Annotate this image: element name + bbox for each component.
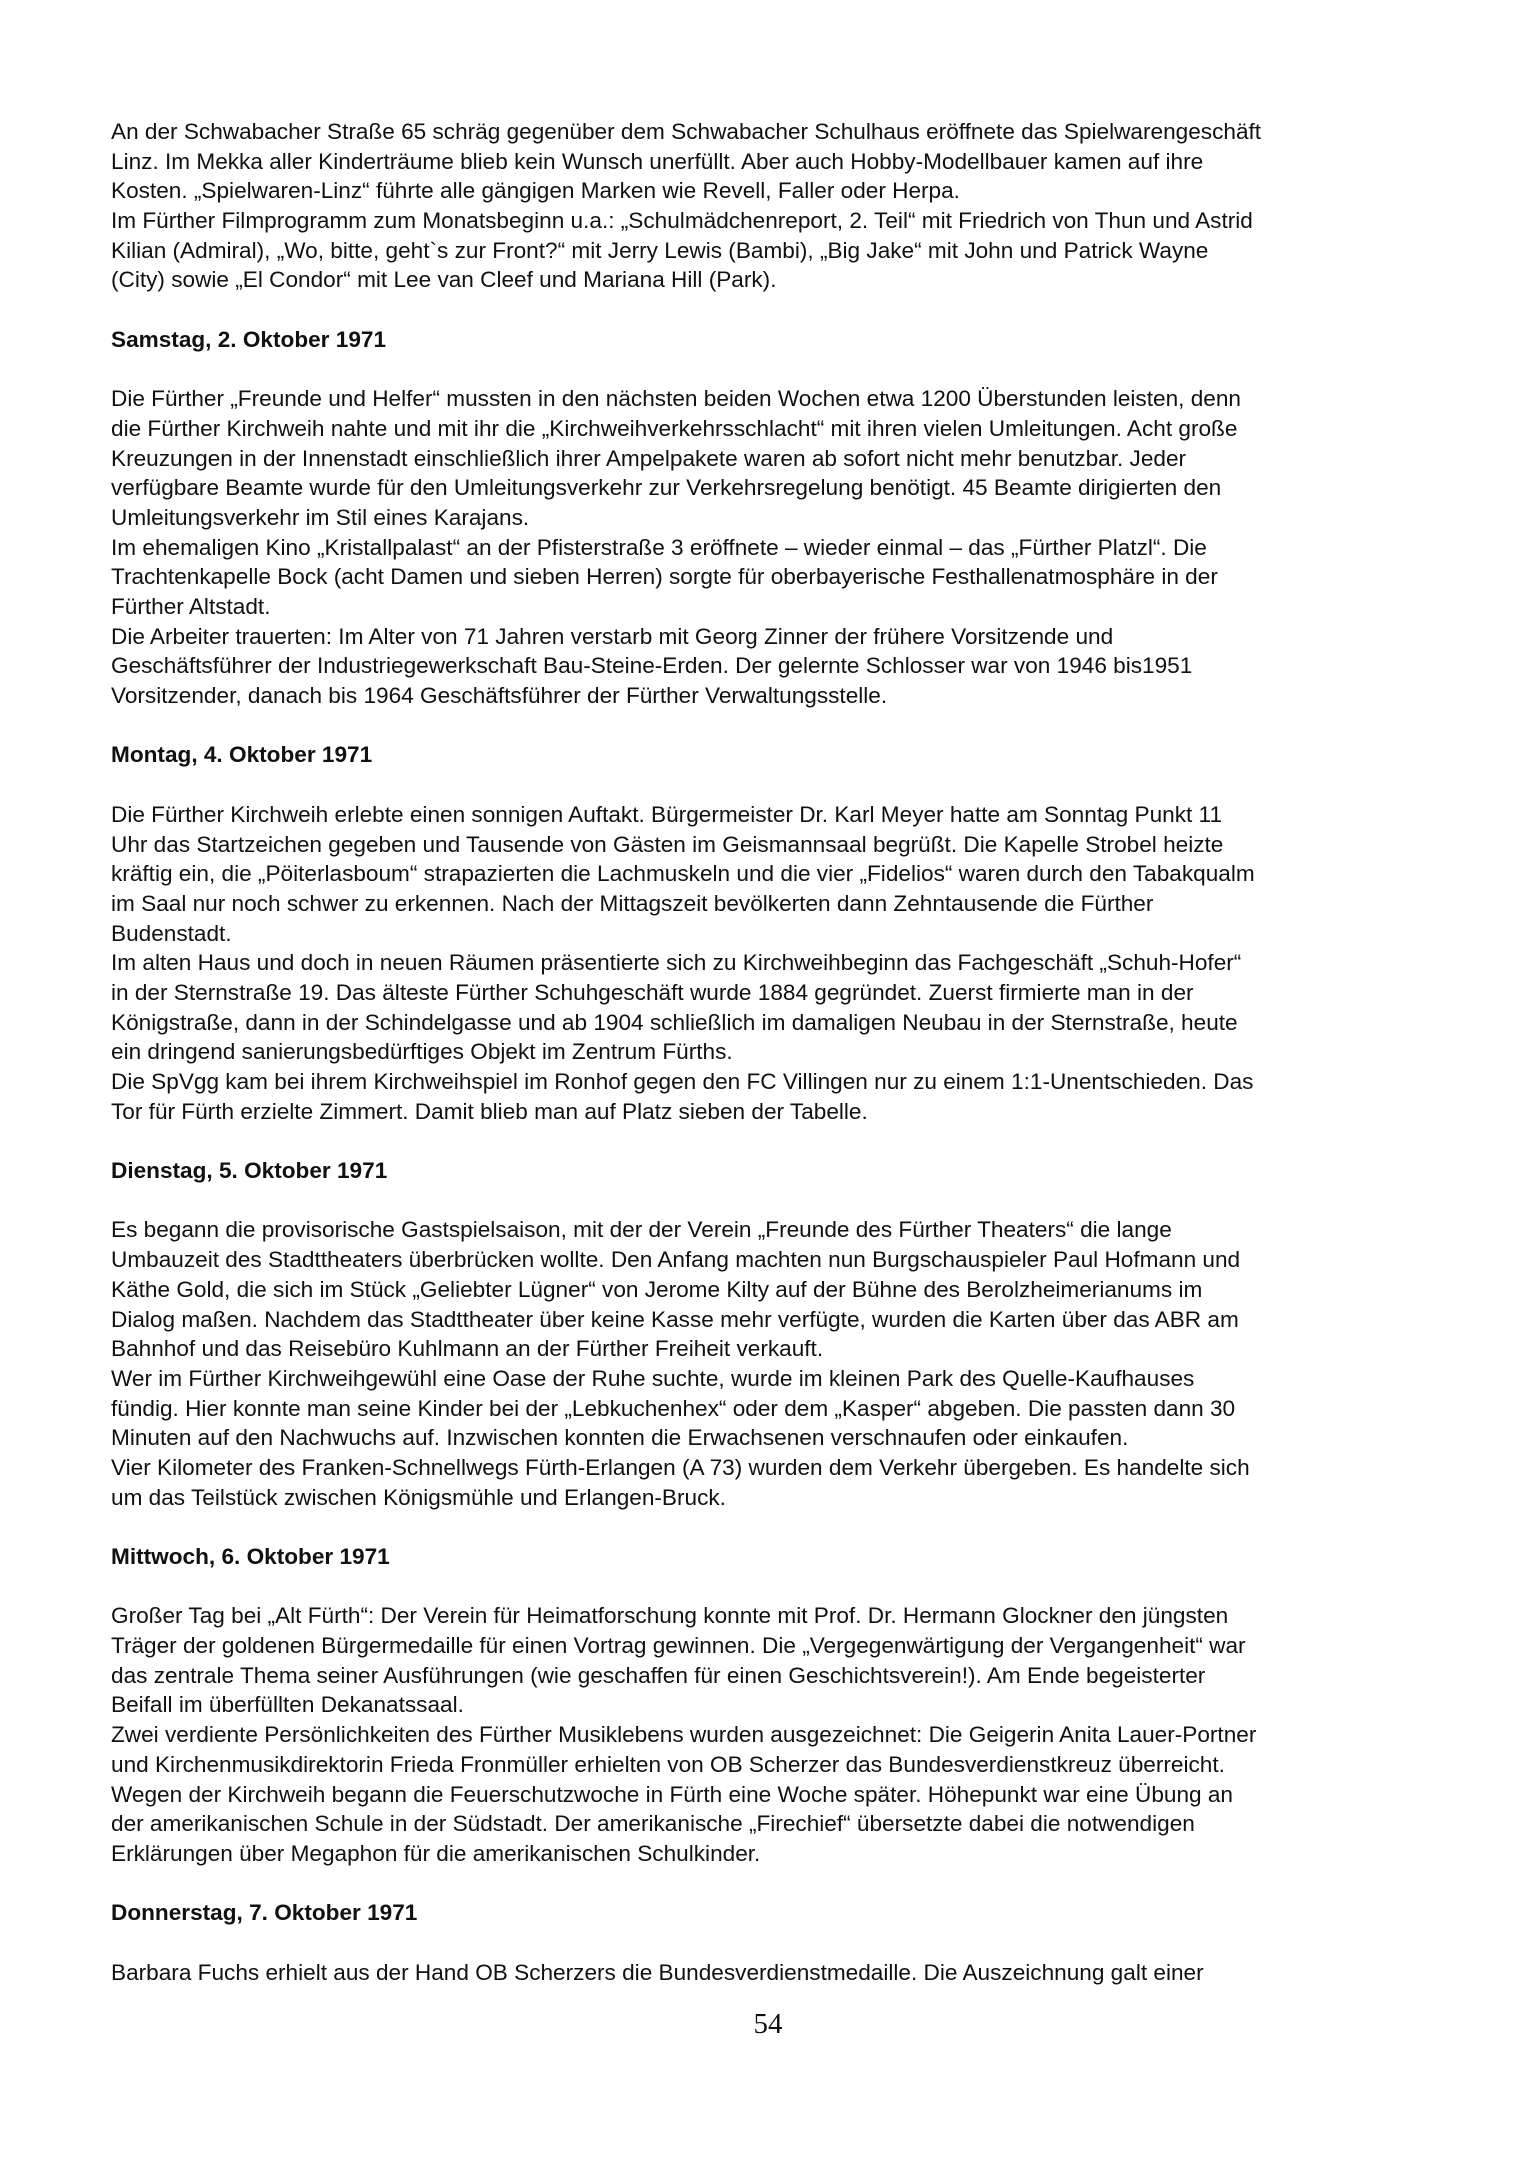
- paragraph: [111, 1780, 1431, 1869]
- paragraph: [111, 1067, 1431, 1126]
- paragraph: [111, 384, 1431, 532]
- text-line: der amerikanischen Schule in der Südstadt. Der amerikanische „Firechief“ übersetzte dabei die notwendigen: [111, 1811, 1195, 1837]
- text-line: Erklärungen über Megaphon für die amerikanischen Schulkinder.: [111, 1840, 761, 1866]
- paragraph: [111, 533, 1431, 622]
- paragraph-filmprogramm: [111, 206, 1431, 295]
- text-line: ein dringend sanierungsbedürftiges Objekt im Zentrum Fürths.: [111, 1039, 733, 1065]
- spacer: [111, 711, 1431, 741]
- text-line: Träger der goldenen Bürgermedaille für einen Vortrag gewinnen. Die „Vergegenwärtigung der Vergangenheit“ war: [111, 1633, 1246, 1659]
- section-heading: Samstag, 2. Oktober 1971: [111, 326, 387, 352]
- spacer: [111, 770, 1431, 800]
- text-line: kräftig ein, die „Pöiterlasboum“ strapazierten die Lachmuskeln und die vier „Fidelios“ waren durch den Tabakqualm: [111, 861, 1255, 887]
- text-line: Im Fürther Filmprogramm zum Monatsbeginn u.a.: „Schulmädchenreport, 2. Teil“ mit Friedrich von Thun und Astrid: [111, 208, 1253, 234]
- intro-section: [111, 117, 1431, 295]
- text-line: Geschäftsführer der Industriegewerkschaft Bau-Steine-Erden. Der gelernte Schlosser war von 1946 bis1951: [111, 653, 1193, 679]
- section-heading: Mittwoch, 6. Oktober 1971: [111, 1544, 390, 1569]
- text-line: Kosten. „Spielwaren-Linz“ führte alle gängigen Marken wie Revell, Faller oder Herpa.: [111, 178, 960, 204]
- spacer: [111, 1512, 1431, 1542]
- text-line: Umleitungsverkehr im Stil eines Karajans.: [111, 504, 530, 530]
- paragraph: [111, 1215, 1431, 1363]
- text-line: Kreuzungen in der Innenstadt einschließlich ihrer Ampelpakete waren ab sofort nicht mehr benutzbar. Jeder: [111, 445, 1187, 471]
- text-line: Tor für Fürth erzielte Zimmert. Damit blieb man auf Platz sieben der Tabelle.: [111, 1098, 868, 1124]
- text-line: fündig. Hier konnte man seine Kinder bei der „Lebkuchenhex“ oder dem „Kasper“ abgeben. Die passten dann 30: [111, 1395, 1236, 1421]
- page-content: [111, 117, 1431, 1987]
- text-line: um das Teilstück zwischen Königsmühle und Erlangen-Bruck.: [111, 1484, 726, 1510]
- text-line: Linz. Im Mekka aller Kinderträume blieb kein Wunsch unerfüllt. Aber auch Hobby-Modellbauer kamen auf ihre: [111, 148, 1204, 174]
- section-mittwoch: [111, 1542, 1431, 1869]
- text-line: Beifall im überfüllten Dekanatssaal.: [111, 1692, 464, 1718]
- text-line: Kilian (Admiral), „Wo, bitte, geht`s zur Front?“ mit Jerry Lewis (Bambi), „Big Jake“ mit John und Patrick Wayne: [111, 237, 1209, 263]
- text-line: Wer im Fürther Kirchweihgewühl eine Oase der Ruhe suchte, wurde im kleinen Park des Quelle-Kaufhauses: [111, 1365, 1195, 1391]
- paragraph-spielwaren-linz: [111, 117, 1431, 206]
- text-line: in der Sternstraße 19. Das älteste Fürther Schuhgeschäft wurde 1884 gegründet. Zuerst firmierte man in der: [111, 979, 1194, 1005]
- text-line: (City) sowie „El Condor“ mit Lee van Cleef und Mariana Hill (Park).: [111, 267, 777, 293]
- text-line: Barbara Fuchs erhielt aus der Hand OB Scherzers die Bundesverdienstmedaille. Die Auszeichnung galt einer: [111, 1959, 1204, 1985]
- spacer: [111, 1126, 1431, 1156]
- text-line: Uhr das Startzeichen gegeben und Tausende von Gästen im Geismannsaal begrüßt. Die Kapelle Strobel heizte: [111, 831, 1224, 857]
- text-line: Die SpVgg kam bei ihrem Kirchweihspiel im Ronhof gegen den FC Villingen nur zu einem 1:1-Unentschieden. Das: [111, 1069, 1254, 1094]
- text-line: Wegen der Kirchweih begann die Feuerschutzwoche in Fürth eine Woche später. Höhepunkt war eine Übung an: [111, 1781, 1233, 1807]
- text-line: Es begann die provisorische Gastspielsaison, mit der der Verein „Freunde des Fürther Theaters“ die lange: [111, 1217, 1172, 1243]
- page-number: 54: [753, 2008, 783, 2040]
- paragraph: [111, 1453, 1431, 1512]
- text-line: die Fürther Kirchweih nahte und mit ihr die „Kirchweihverkehrsschlacht“ mit ihren vielen Umleitungen. Acht große: [111, 415, 1238, 441]
- paragraph: [111, 800, 1431, 948]
- text-line: Die Fürther „Freunde und Helfer“ mussten in den nächsten beiden Wochen etwa 1200 Überstunden leisten, denn: [111, 386, 1241, 412]
- spacer: [111, 295, 1431, 325]
- paragraph: [111, 1601, 1431, 1720]
- text-line: Im alten Haus und doch in neuen Räumen präsentierte sich zu Kirchweihbeginn das Fachgeschäft „Schuh-Hofer“: [111, 950, 1242, 976]
- text-line: Umbauzeit des Stadttheaters überbrücken wollte. Den Anfang machten nun Burgschauspieler Paul Hofmann und: [111, 1247, 1241, 1273]
- text-line: Vorsitzender, danach bis 1964 Geschäftsführer der Fürther Verwaltungsstelle.: [111, 683, 888, 709]
- section-samstag: [111, 325, 1431, 711]
- text-line: Bahnhof und das Reisebüro Kuhlmann an der Fürther Freiheit verkauft.: [111, 1336, 824, 1362]
- section-dienstag: [111, 1156, 1431, 1512]
- text-line: Budenstadt.: [111, 920, 232, 946]
- text-line: Minuten auf den Nachwuchs auf. Inzwischen konnten die Erwachsenen verschnaufen oder einkaufen.: [111, 1425, 1129, 1451]
- text-line: Die Arbeiter trauerten: Im Alter von 71 Jahren verstarb mit Georg Zinner der frühere Vorsitzende und: [111, 623, 1114, 649]
- spacer: [111, 1928, 1431, 1958]
- spacer: [111, 1186, 1431, 1216]
- text-line: Zwei verdiente Persönlichkeiten des Fürther Musiklebens wurden ausgezeichnet: Die Geigerin Anita Lauer-Portner: [111, 1722, 1257, 1748]
- text-line: Fürther Altstadt.: [111, 594, 271, 619]
- text-line: Die Fürther Kirchweih erlebte einen sonnigen Auftakt. Bürgermeister Dr. Karl Meyer hatte am Sonntag Punkt 11: [111, 801, 1223, 827]
- text-line: und Kirchenmusikdirektorin Frieda Fronmüller erhielten von OB Scherzer das Bundesverdienstkreuz überreicht.: [111, 1751, 1225, 1777]
- text-line: Großer Tag bei „Alt Fürth“: Der Verein für Heimatforschung konnte mit Prof. Dr. Hermann Glockner den jüngsten: [111, 1603, 1229, 1629]
- paragraph: [111, 1364, 1431, 1453]
- paragraph: [111, 1720, 1431, 1779]
- paragraph: [111, 622, 1431, 711]
- section-heading: Dienstag, 5. Oktober 1971: [111, 1158, 388, 1184]
- section-donnerstag: [111, 1898, 1431, 1987]
- text-line: An der Schwabacher Straße 65 schräg gegenüber dem Schwabacher Schulhaus eröffnete das Spielwarengeschäft: [111, 119, 1262, 144]
- text-line: im Saal nur noch schwer zu erkennen. Nach der Mittagszeit bevölkerten dann Zehntausende die Fürther: [111, 890, 1154, 916]
- text-line: Käthe Gold, die sich im Stück „Geliebter Lügner“ von Jerome Kilty auf der Bühne des Berolzheimerianums im: [111, 1276, 1203, 1302]
- text-line: Vier Kilometer des Franken-Schnellwegs Fürth-Erlangen (A 73) wurden dem Verkehr übergeben. Es handelte sich: [111, 1454, 1250, 1480]
- text-line: Königstraße, dann in der Schindelgasse und ab 1904 schließlich im damaligen Neubau in der Sternstraße, heute: [111, 1009, 1238, 1035]
- section-heading: Donnerstag, 7. Oktober 1971: [111, 1900, 418, 1926]
- spacer: [111, 1572, 1431, 1602]
- section-heading: Montag, 4. Oktober 1971: [111, 742, 373, 768]
- paragraph: [111, 1958, 1431, 1988]
- spacer: [111, 355, 1431, 385]
- text-line: verfügbare Beamte wurde für den Umleitungsverkehr zur Verkehrsregelung benötigt. 45 Beamte dirigierten den: [111, 475, 1222, 501]
- section-montag: [111, 740, 1431, 1126]
- paragraph: [111, 948, 1431, 1067]
- text-line: Dialog maßen. Nachdem das Stadttheater über keine Kasse mehr verfügte, wurden die Karten über das ABR am: [111, 1306, 1239, 1332]
- spacer: [111, 1869, 1431, 1899]
- text-line: das zentrale Thema seiner Ausführungen (wie geschaffen für einen Geschichtsverein!). Am Ende begeisterter: [111, 1662, 1206, 1688]
- text-line: Trachtenkapelle Bock (acht Damen und sieben Herren) sorgte für oberbayerische Festhallenatmosphäre in der: [111, 564, 1218, 590]
- text-line: Im ehemaligen Kino „Kristallpalast“ an der Pfisterstraße 3 eröffnete – wieder einmal – das „Fürther Platzl“. Die: [111, 534, 1207, 560]
